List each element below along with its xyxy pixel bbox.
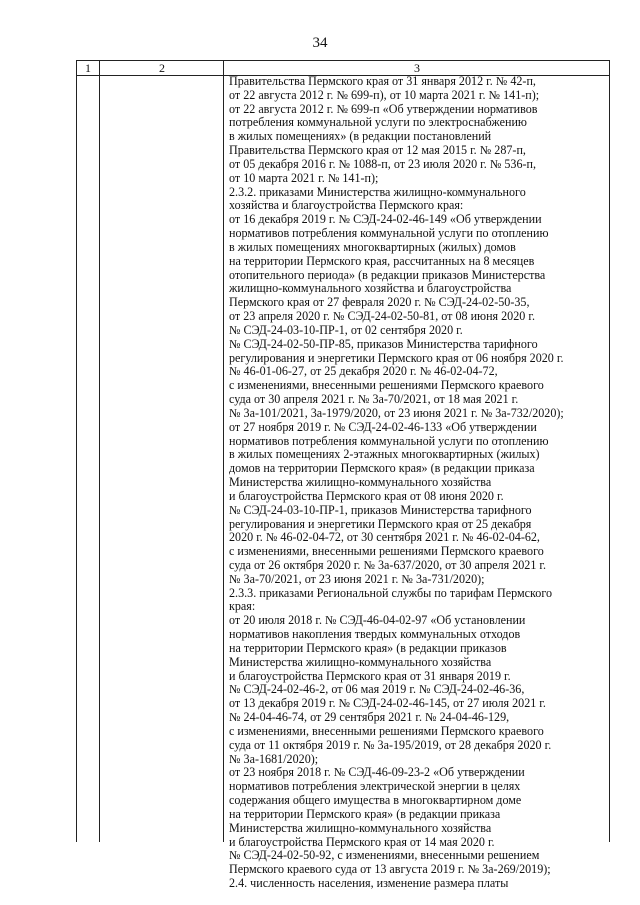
column-header-1: 1 <box>85 61 91 75</box>
text-line: нормативов потребления электрической энергии в целях <box>229 779 521 794</box>
text-line: и благоустройства Пермского края от 31 января 2019 г. <box>229 668 511 683</box>
text-line: суда от 30 апреля 2021 г. № 3а-70/2021, от 18 мая 2021 г. <box>229 392 519 407</box>
page-number: 34 <box>312 35 328 51</box>
text-line: от 13 декабря 2019 г. № СЭД-24-02-46-145, от 27 июля 2021 г. <box>229 696 546 711</box>
text-line: № 46-01-06-27, от 25 декабря 2020 г. № 46-02-04-72, <box>229 364 498 379</box>
text-line: регулирования и энергетики Пермского края от 25 декабря <box>229 516 532 531</box>
text-line: Правительства Пермского края от 31 января 2012 г. № 42-п, <box>229 74 536 88</box>
text-line: Пермского края от 27 февраля 2020 г. № СЭД-24-02-50-35, <box>229 295 530 310</box>
text-line: 2.3.3. приказами Региональной службы по тарифам Пермского <box>229 585 553 600</box>
text-line: от 23 ноября 2018 г. № СЭД-46-09-23-2 «Об утверждении <box>229 765 525 780</box>
column-header-3: 3 <box>414 61 420 75</box>
text-line: в жилых помещениях 2-этажных многоквартирных (жилых) <box>229 447 540 462</box>
text-line: суда от 26 октября 2020 г. № 3а-637/2020, от 30 апреля 2021 г. <box>229 557 547 572</box>
text-line: с изменениями, внесенными решениями Пермского краевого <box>229 544 544 559</box>
text-line: 2.4. численность населения, изменение размера платы <box>229 876 509 891</box>
text-line: от 22 августа 2012 г. № 699-п), от 10 марта 2021 г. № 141-п); <box>229 87 540 102</box>
text-line: отопительного периода» (в редакции приказов Министерства <box>229 267 546 282</box>
text-line: 2.3.2. приказами Министерства жилищно-коммунального <box>229 184 526 199</box>
text-line: № 24-04-46-74, от 29 сентября 2021 г. № 24-04-46-129, <box>229 710 510 725</box>
text-line: № СЭД-24-03-10-ПР-1, приказов Министерства тарифного <box>229 502 532 517</box>
text-line: потребления коммунальной услуги по электроснабжению <box>229 115 527 130</box>
column-3-content <box>229 75 615 891</box>
text-line: Министерства жилищно-коммунального хозяйства <box>229 475 492 490</box>
text-line: нормативов накопления твердых коммунальных отходов <box>229 627 521 642</box>
text-line: от 23 апреля 2020 г. № СЭД-24-02-50-81, от 08 июня 2020 г. <box>229 309 535 324</box>
text-line: в жилых помещениях многоквартирных (жилых) домов <box>229 239 516 254</box>
text-line: от 20 июля 2018 г. № СЭД-46-04-02-97 «Об установлении <box>229 613 526 628</box>
text-line: № 3а-1681/2020); <box>229 751 319 766</box>
text-line: от 22 августа 2012 г. № 699-п «Об утверждении нормативов <box>229 101 538 116</box>
text-line: содержания общего имущества в многоквартирном доме <box>229 793 522 808</box>
text-line: регулирования и энергетики Пермского края от 06 ноября 2020 г. <box>229 350 564 365</box>
text-line: от 10 марта 2021 г. № 141-п); <box>229 170 379 185</box>
text-line: с изменениями, внесенными решениями Пермского краевого <box>229 378 544 393</box>
text-line: домов на территории Пермского края» (в редакции приказа <box>229 461 535 476</box>
text-line: № 3а-70/2021, от 23 июня 2021 г. № 3а-731/2020); <box>229 571 485 586</box>
text-line: Правительства Пермского края от 12 мая 2015 г. № 287-п, <box>229 143 526 158</box>
text-line: и благоустройства Пермского края от 08 июня 2020 г. <box>229 488 504 503</box>
text-line: суда от 11 октября 2019 г. № 3а-195/2019, от 28 декабря 2020 г. <box>229 737 552 752</box>
text-line: края: <box>229 599 256 614</box>
text-line: нормативов потребления коммунальной услуги по отоплению <box>229 433 549 448</box>
text-line: Министерства жилищно-коммунального хозяйства <box>229 654 492 669</box>
text-line: 2020 г. № 46-02-04-72, от 30 сентября 2021 г. № 46-02-04-62, <box>229 530 540 545</box>
text-line: № СЭД-24-02-46-2, от 06 мая 2019 г. № СЭД-24-02-46-36, <box>229 682 525 697</box>
text-line: № СЭД-24-03-10-ПР-1, от 02 сентября 2020 г. <box>229 322 463 337</box>
text-line: № СЭД-24-02-50-ПР-85, приказов Министерства тарифного <box>229 336 538 351</box>
column-divider-2 <box>223 60 224 842</box>
text-line: от 27 ноября 2019 г. № СЭД-24-02-46-133 «Об утверждении <box>229 419 537 434</box>
text-line: Пермского краевого суда от 13 августа 2019 г. № 3а-269/2019); <box>229 862 551 877</box>
text-line: на территории Пермского края» (в редакции приказов <box>229 640 507 655</box>
text-line: и благоустройства Пермского края от 14 мая 2020 г. <box>229 834 495 849</box>
text-line: от 16 декабря 2019 г. № СЭД-24-02-46-149 «Об утверждении <box>229 212 542 227</box>
text-line: с изменениями, внесенными решениями Пермского краевого <box>229 723 544 738</box>
text-line: № 3а-101/2021, 3а-1979/2020, от 23 июня 2021 г. № 3а-732/2020); <box>229 405 564 420</box>
text-line: жилищно-коммунального хозяйства и благоустройства <box>229 281 512 296</box>
text-line: № СЭД-24-02-50-92, с изменениями, внесенными решением <box>229 848 540 863</box>
text-line: на территории Пермского края» (в редакции приказа <box>229 806 501 821</box>
column-divider-1 <box>99 60 100 842</box>
text-line: на территории Пермского края, рассчитанных на 8 месяцев <box>229 253 535 268</box>
text-line: нормативов потребления коммунальной услуги по отоплению <box>229 226 549 241</box>
text-line: хозяйства и благоустройства Пермского края: <box>229 198 464 213</box>
text-line: Министерства жилищно-коммунального хозяйства <box>229 820 492 835</box>
text-line: от 05 декабря 2016 г. № 1088-п, от 23 июля 2020 г. № 536-п, <box>229 156 537 171</box>
text-line: в жилых помещениях» (в редакции постановлений <box>229 129 492 144</box>
column-header-2: 2 <box>159 61 165 75</box>
table-left-border <box>76 60 77 842</box>
